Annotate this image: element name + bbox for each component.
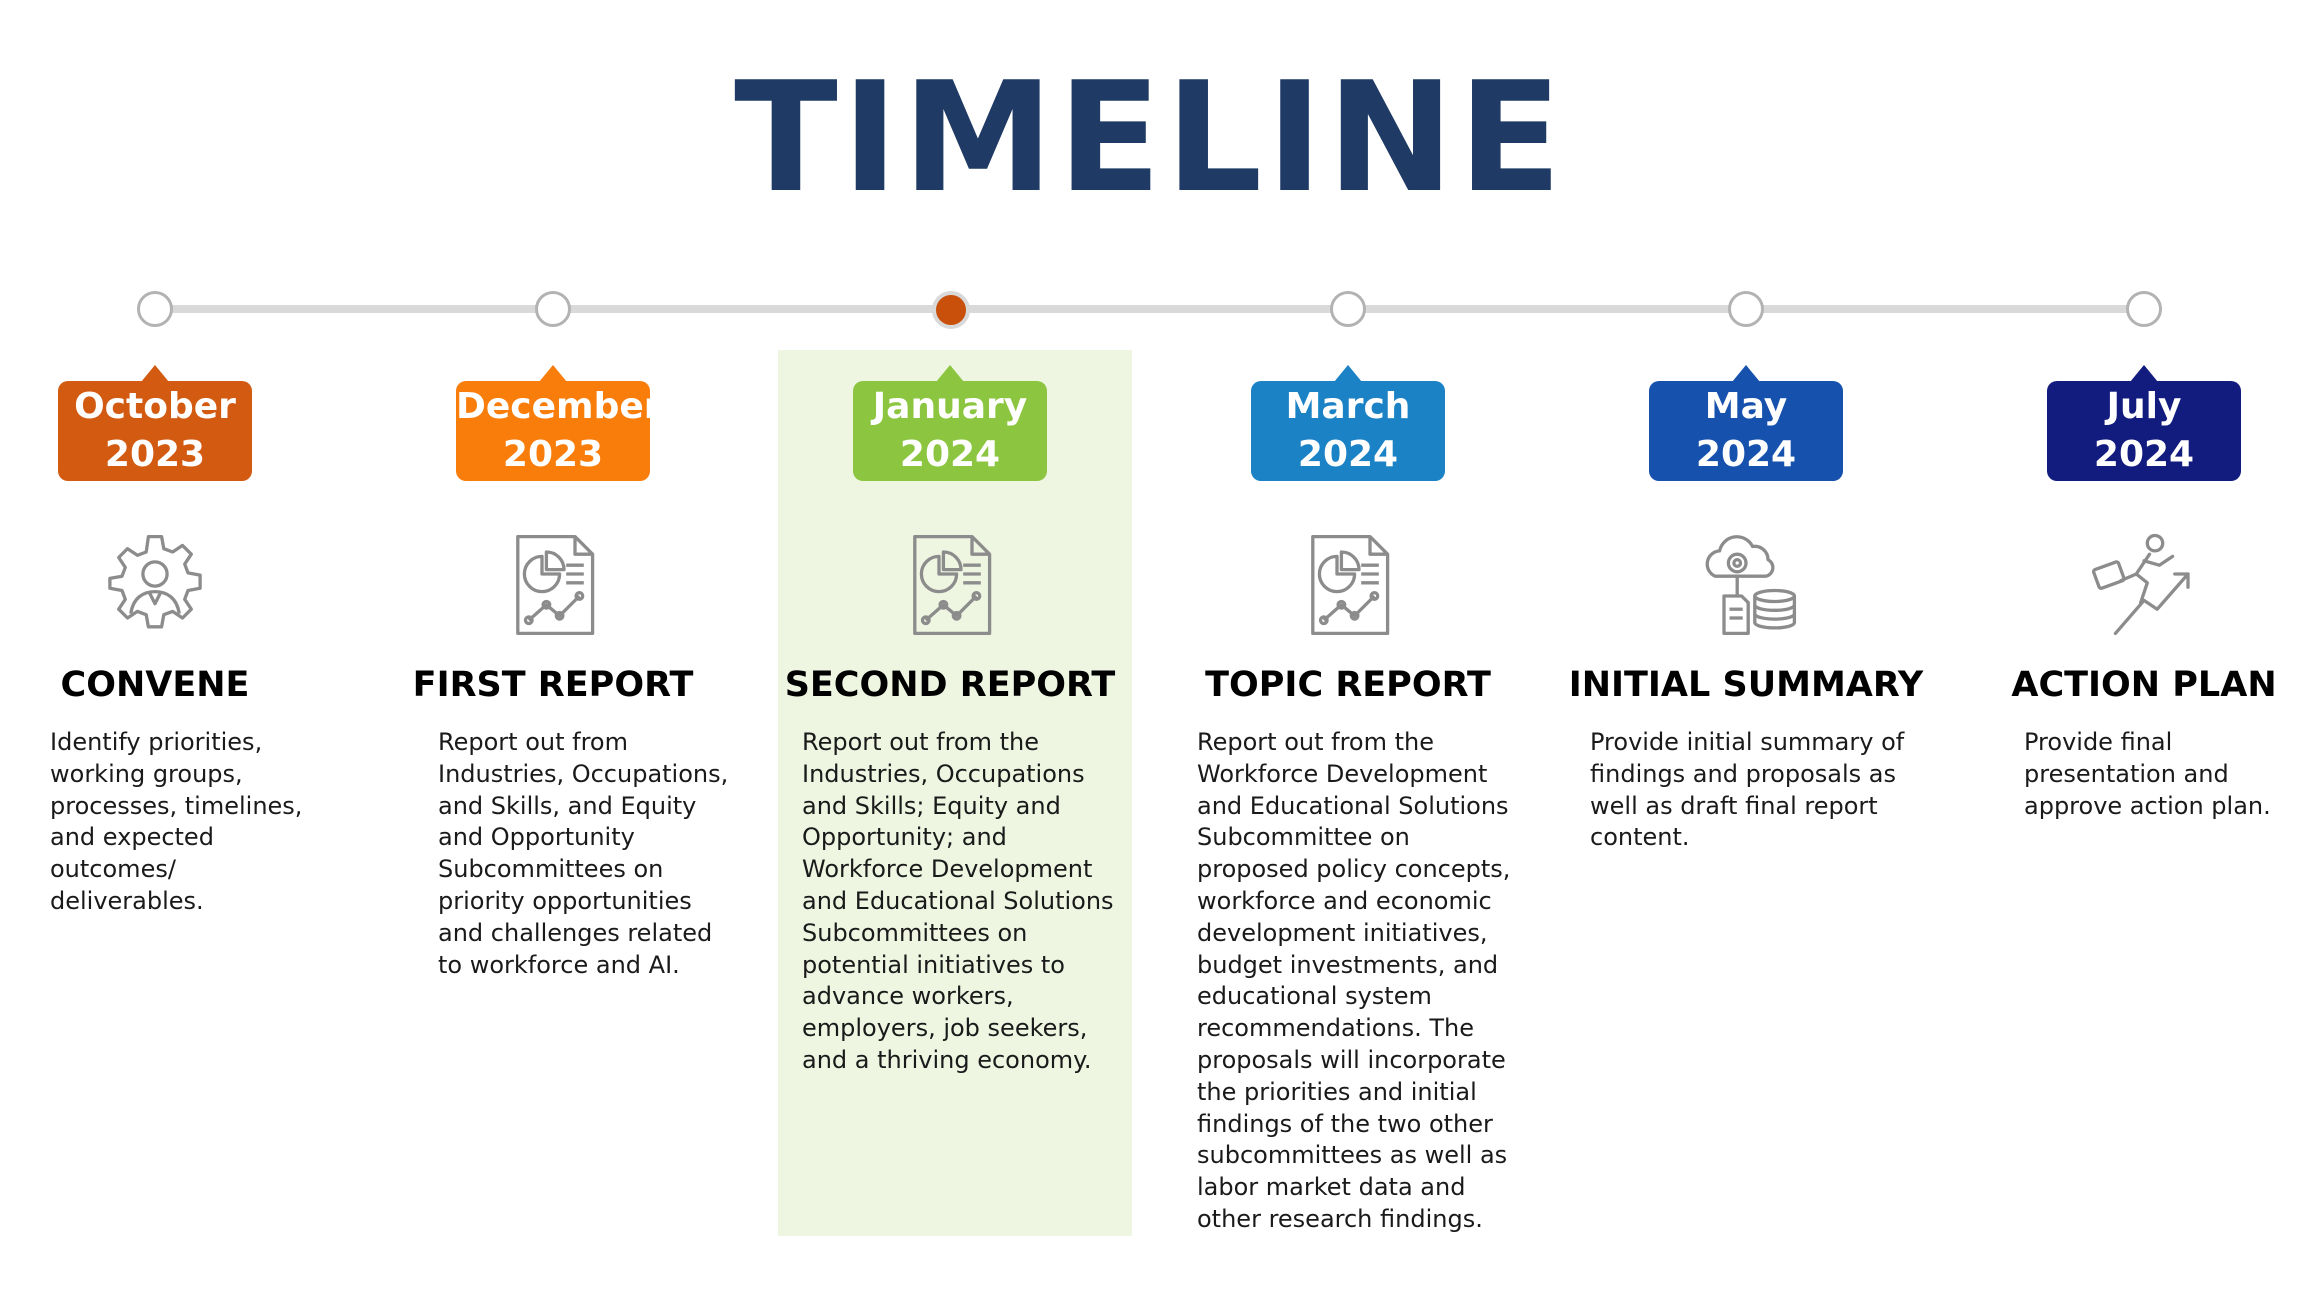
- step-title: INITIAL SUMMARY: [1568, 665, 1924, 705]
- timeline-node: [137, 291, 173, 327]
- report-chart-icon: [498, 530, 608, 640]
- step-description: Report out from the Workforce Development and Educational Solutions Subcommittee on proposed policy concepts, workforce and economic development initiatives, budget investments, and educational system recommendations. The proposals will incorporate the priorities and initial findings of the two other subcommittees as well as labor market data and other research findings.: [1197, 728, 1511, 1233]
- date-badge: [1649, 381, 1843, 481]
- step-title: FIRST REPORT: [412, 665, 694, 705]
- date-year: 2023: [104, 434, 206, 475]
- date-year: 2024: [1695, 434, 1797, 475]
- step-title: CONVENE: [60, 665, 250, 705]
- date-month: March: [1285, 386, 1411, 427]
- timeline-node: [1728, 291, 1764, 327]
- timeline-node: [932, 291, 970, 329]
- date-month: December: [456, 386, 662, 427]
- date-badge: [456, 381, 662, 481]
- date-year: 2024: [2093, 434, 2195, 475]
- date-month: July: [2106, 386, 2182, 427]
- date-month: January: [872, 386, 1028, 427]
- gear-person-icon: [100, 530, 210, 640]
- step-title: TOPIC REPORT: [1205, 665, 1491, 705]
- timeline-node: [2126, 291, 2162, 327]
- step-description: Provide final presentation and approve action plan.: [2024, 728, 2271, 820]
- date-year: 2024: [899, 434, 1001, 475]
- timeline-node: [535, 291, 571, 327]
- date-badge: [853, 381, 1047, 481]
- cloud-data-icon: [1691, 530, 1801, 640]
- date-month: May: [1704, 386, 1788, 427]
- date-year: 2023: [502, 434, 604, 475]
- date-badge: [1251, 381, 1445, 481]
- date-month: October: [74, 386, 236, 427]
- step-description: Provide initial summary of findings and proposals as well as draft final report content.: [1590, 728, 1905, 852]
- climbing-businessman-icon: [2089, 530, 2199, 640]
- timeline-line: [155, 305, 2145, 313]
- step-description: Identify priorities, working groups, processes, timelines, and expected outcomes/ deliverables.: [50, 728, 303, 915]
- date-badge: [2047, 381, 2241, 481]
- step-description: Report out from Industries, Occupations, and Skills, and Equity and Opportunity Subcommittees on priority opportunities and challenges related to workforce and AI.: [438, 728, 729, 979]
- date-year: 2024: [1297, 434, 1399, 475]
- report-chart-icon: [895, 530, 1005, 640]
- timeline-node: [1330, 291, 1366, 327]
- date-badge: [58, 381, 252, 481]
- page-title: TIMELINE: [734, 49, 1566, 226]
- step-description: Report out from the Industries, Occupations and Skills; Equity and Opportunity; and Workforce Development and Educational Solutions Subcommittees on potential initiatives to advance workers, employers, job seekers, and a thriving economy.: [802, 728, 1114, 1074]
- report-chart-icon: [1293, 530, 1403, 640]
- step-title: SECOND REPORT: [784, 665, 1116, 705]
- step-title: ACTION PLAN: [2011, 665, 2277, 705]
